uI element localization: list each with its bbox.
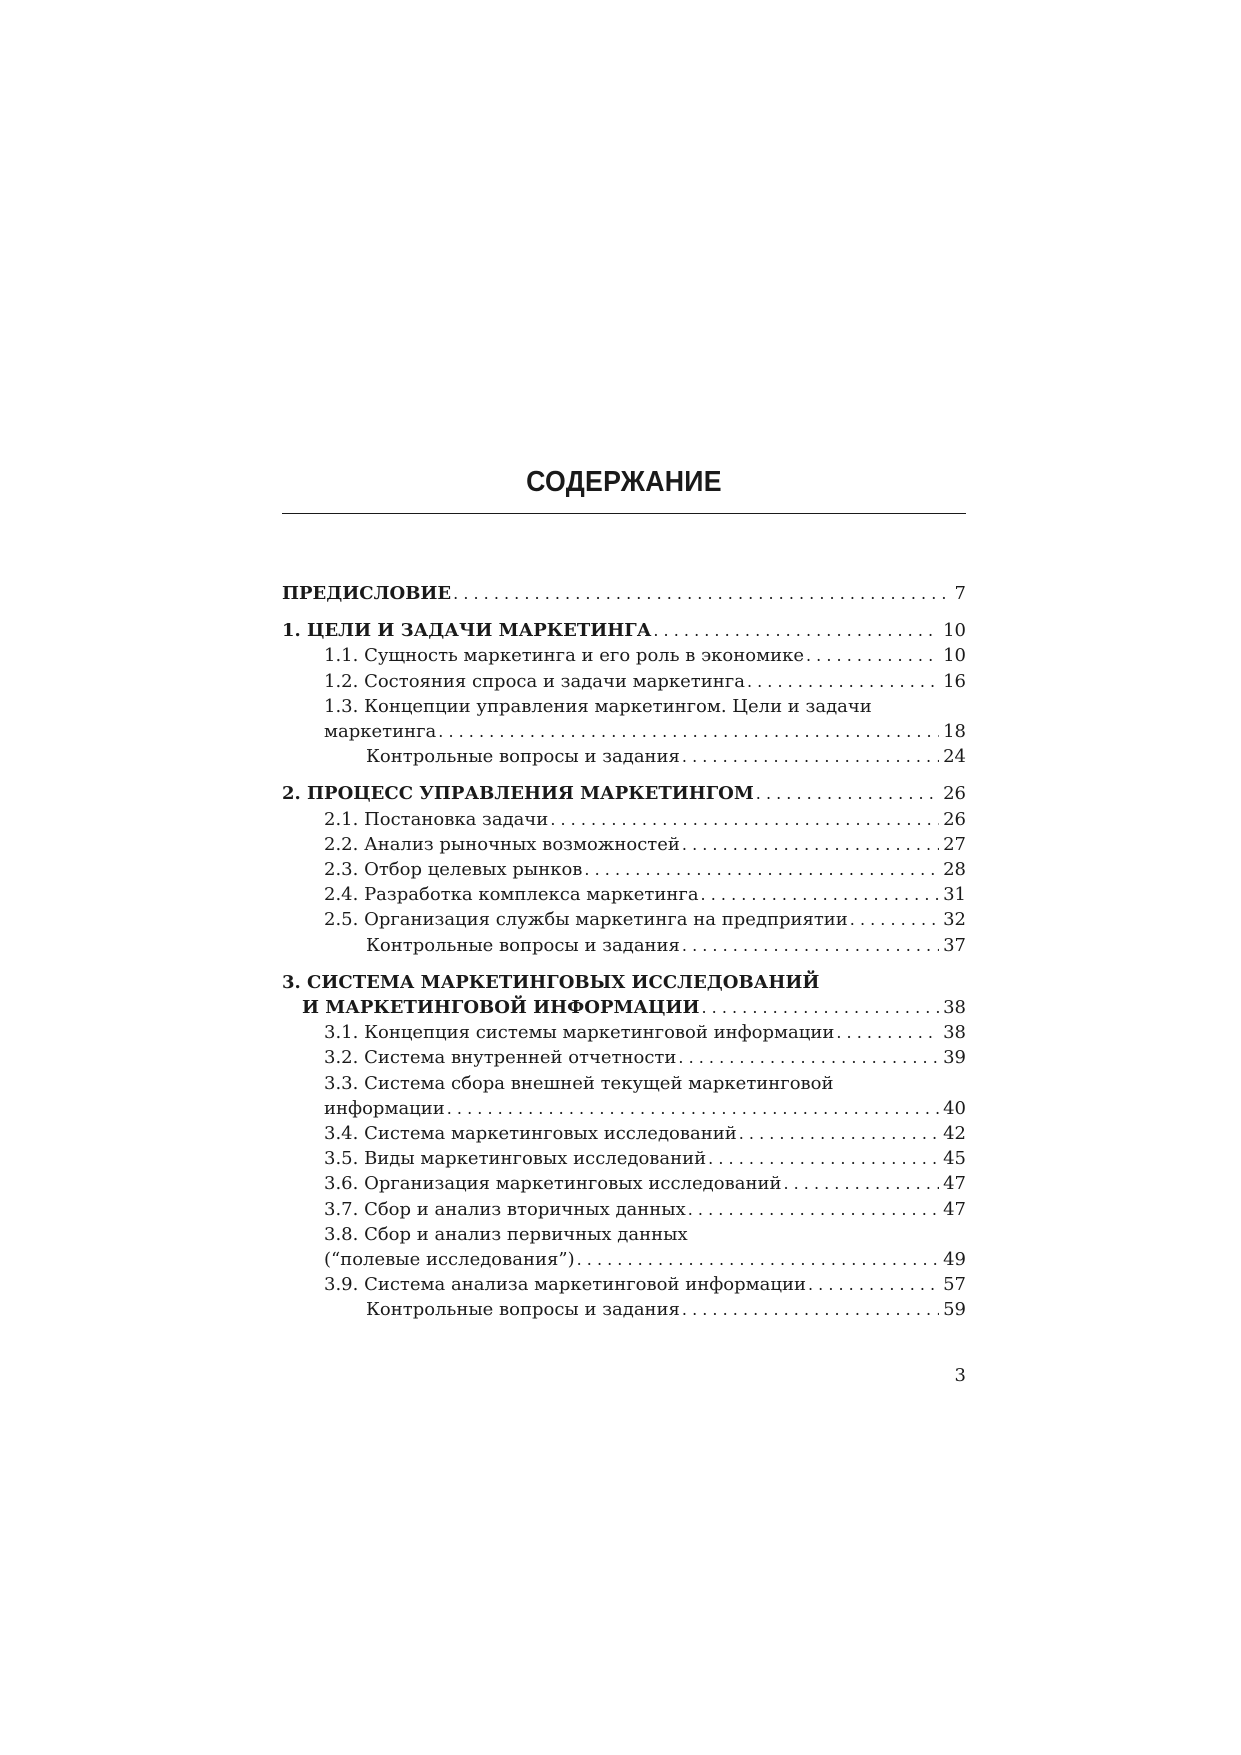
toc-entry-3-2[interactable]: 3.2. Система внутренней отчетности . . . 39 [282,1045,966,1070]
toc-entry-1-2[interactable]: 1.2. Состояния спроса и задачи маркетинга . . . 16 [282,669,966,694]
toc-entry-3-9[interactable]: 3.9. Система анализа маркетинговой информации . . . 57 [282,1272,966,1297]
toc-entry-1-questions[interactable]: Контрольные вопросы и задания . . . 24 [282,744,966,769]
toc-entry-2-questions[interactable]: Контрольные вопросы и задания . . . 37 [282,933,966,958]
toc-entry-1-3[interactable]: маркетинга . . . 18 [282,719,966,744]
toc-entry-preface[interactable]: ПРЕДИСЛОВИЕ . . . 7 [282,581,966,606]
toc-entry-3-questions[interactable]: Контрольные вопросы и задания . . . 59 [282,1297,966,1322]
toc-entry-chapter-2[interactable]: 2. ПРОЦЕСС УПРАВЛЕНИЯ МАРКЕТИНГОМ . . . 26 [282,781,966,806]
toc-entry-2-5[interactable]: 2.5. Организация службы маркетинга на предприятии . . . 32 [282,907,966,932]
title-rule [282,513,966,514]
contents-page [282,462,966,1323]
toc-entry-3-1[interactable]: 3.1. Концепция системы маркетинговой информации . . . 38 [282,1020,966,1045]
toc-entry-chapter-3[interactable]: И МАРКЕТИНГОВОЙ ИНФОРМАЦИИ . . . 38 [282,995,966,1020]
toc-entry-3-3-line1[interactable]: 3.3. Система сбора внешней текущей маркетинговой [324,1072,834,1094]
toc-entry-3-8-line1[interactable]: 3.8. Сбор и анализ первичных данных [324,1223,688,1245]
toc-entry-chapter-3-line1[interactable]: 3. СИСТЕМА МАРКЕТИНГОВЫХ ИССЛЕДОВАНИЙ [282,971,820,993]
toc-entry-3-5[interactable]: 3.5. Виды маркетинговых исследований . . . 45 [282,1146,966,1171]
toc-entry-3-6[interactable]: 3.6. Организация маркетинговых исследований . . . 47 [282,1171,966,1196]
toc-entry-1-1[interactable]: 1.1. Сущность маркетинга и его роль в экономике . . . 10 [282,643,966,668]
toc-entry-3-4[interactable]: 3.4. Система маркетинговых исследований . . . 42 [282,1121,966,1146]
toc-entry-2-4[interactable]: 2.4. Разработка комплекса маркетинга . . . 31 [282,882,966,907]
toc-entry-3-8[interactable]: (“полевые исследования”) . . . 49 [282,1247,966,1272]
table-of-contents [282,581,966,1323]
toc-entry-2-2[interactable]: 2.2. Анализ рыночных возможностей . . . 27 [282,832,966,857]
toc-entry-3-7[interactable]: 3.7. Сбор и анализ вторичных данных . . . 47 [282,1197,966,1222]
page-number: 3 [954,1365,966,1386]
page-title: СОДЕРЖАНИЕ [526,466,722,498]
toc-entry-chapter-1[interactable]: 1. ЦЕЛИ И ЗАДАЧИ МАРКЕТИНГА . . . 10 [282,618,966,643]
toc-entry-3-3[interactable]: информации . . . 40 [282,1096,966,1121]
toc-entry-2-1[interactable]: 2.1. Постановка задачи . . . 26 [282,807,966,832]
toc-entry-2-3[interactable]: 2.3. Отбор целевых рынков . . . 28 [282,857,966,882]
toc-entry-1-3-line1[interactable]: 1.3. Концепции управления маркетингом. Цели и задачи [324,695,872,717]
